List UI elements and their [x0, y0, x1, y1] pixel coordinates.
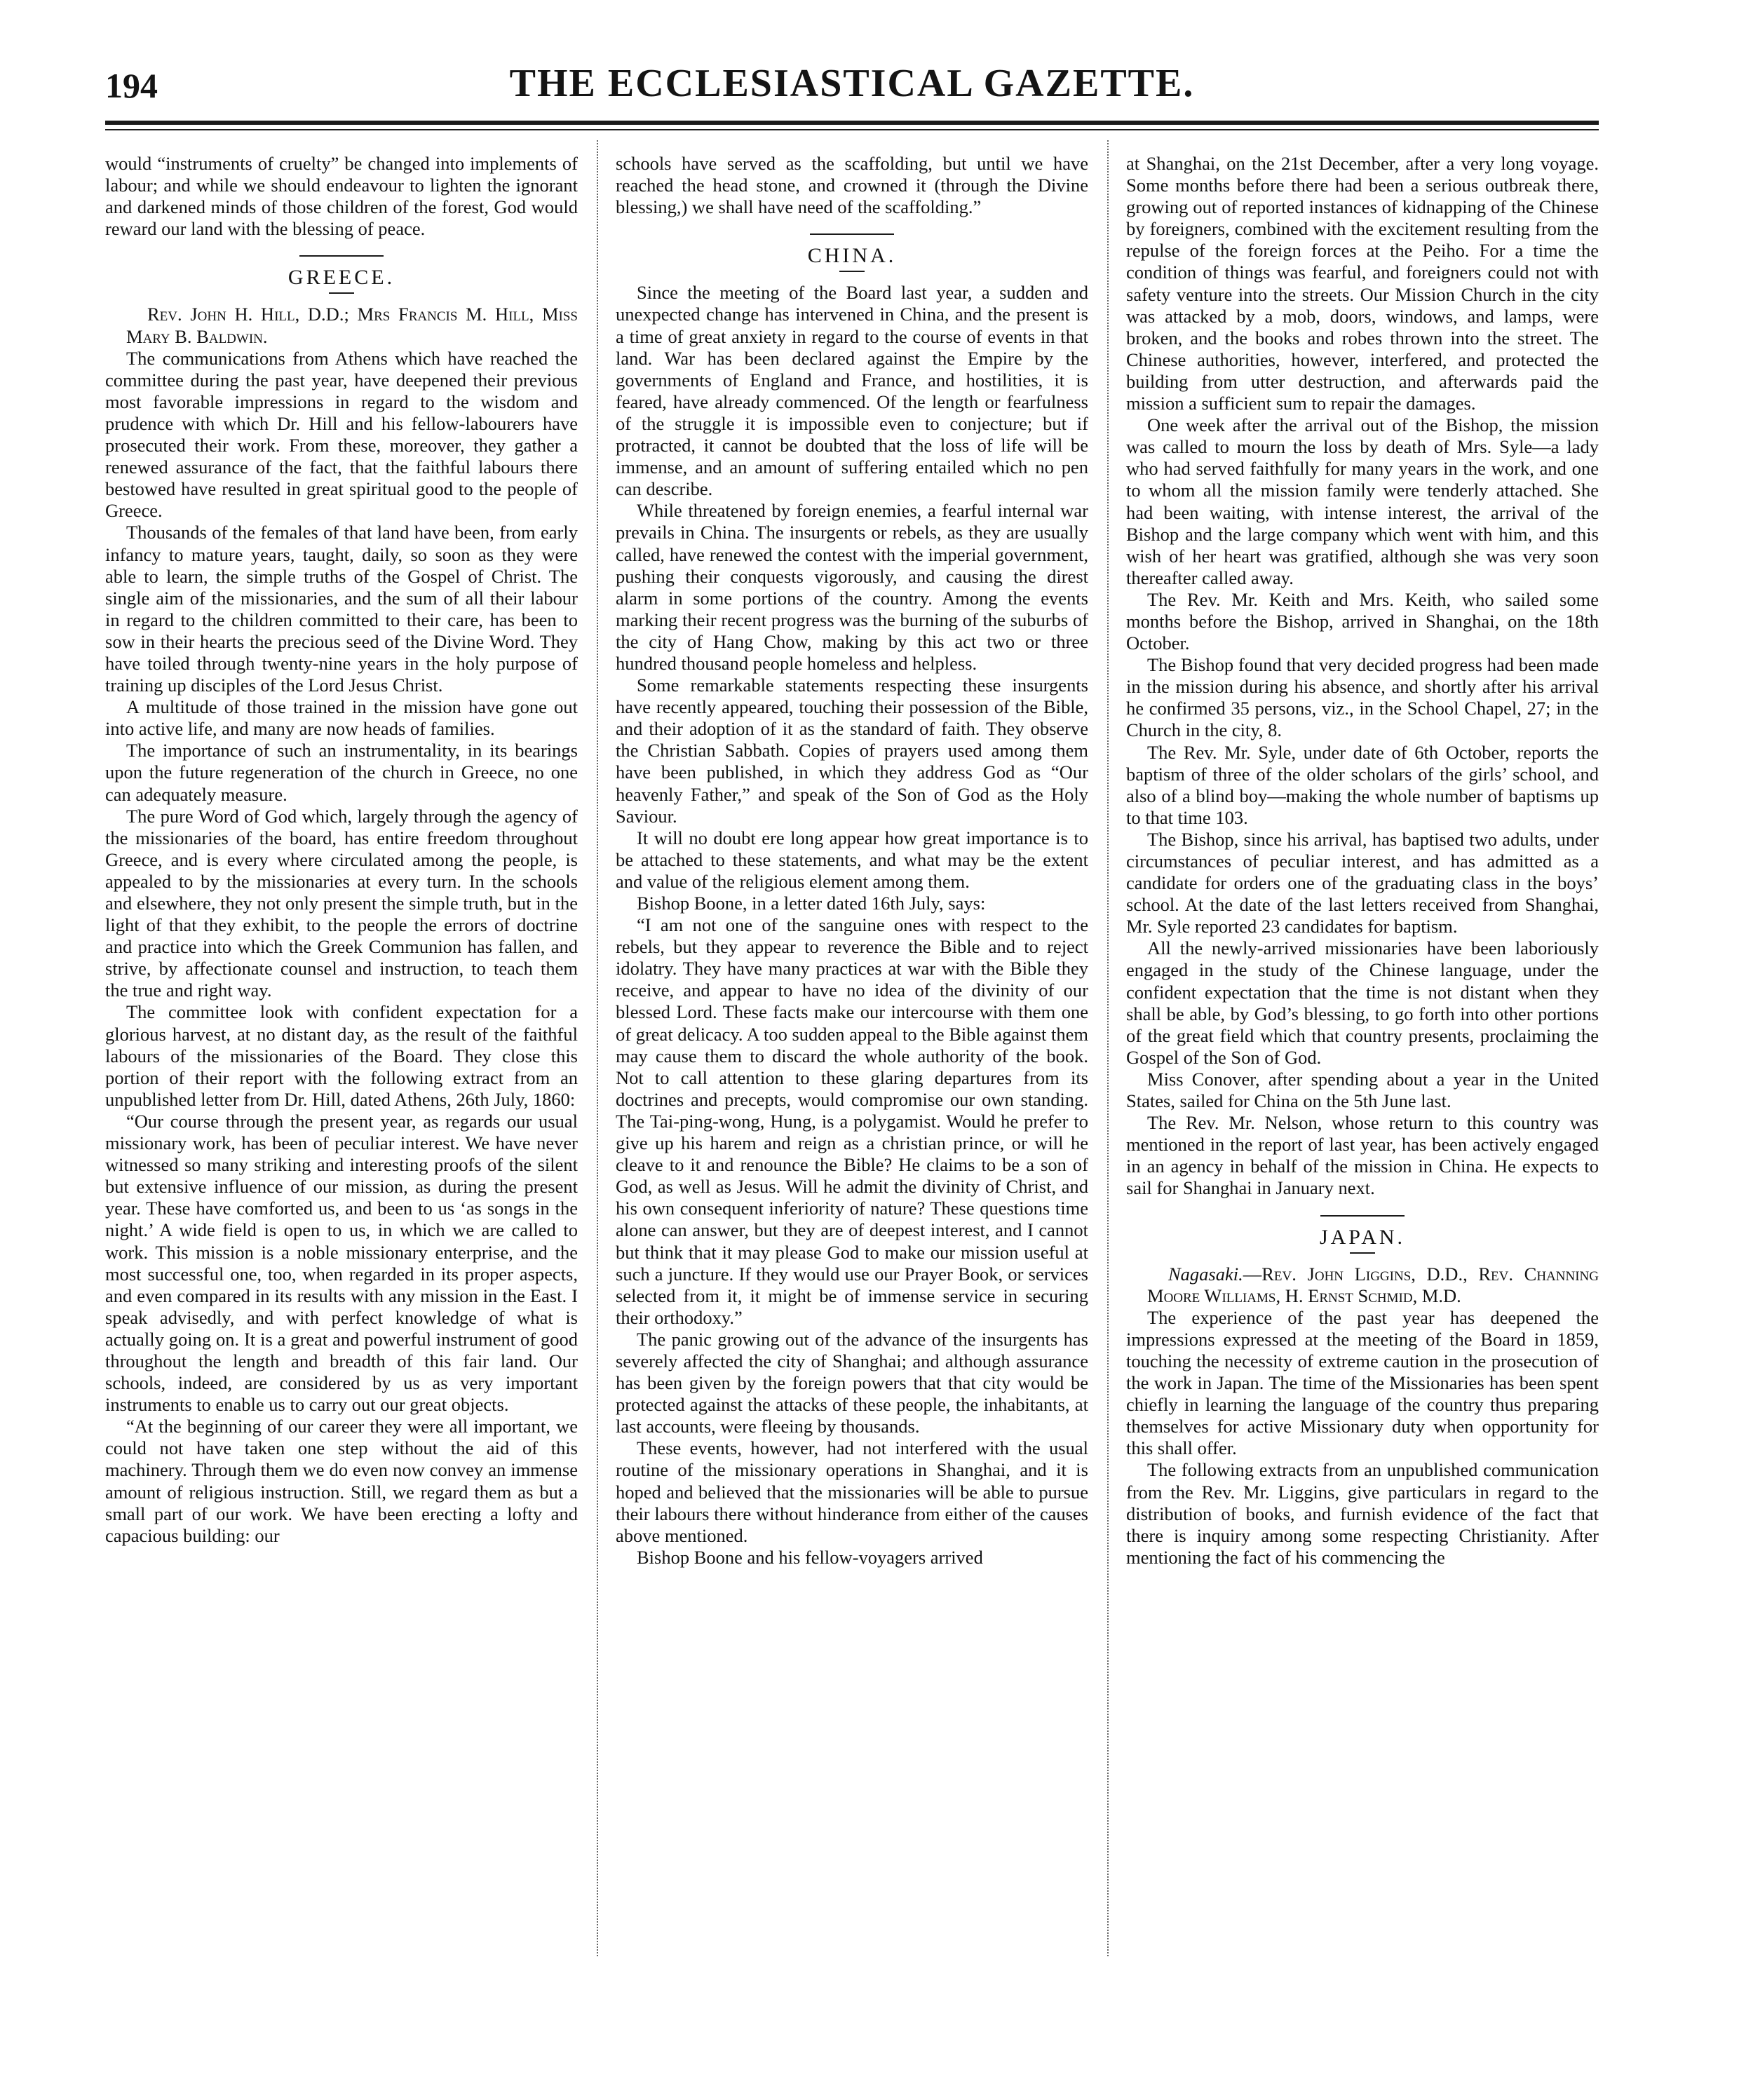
column-separator	[597, 140, 598, 1956]
paragraph: The Rev. Mr. Syle, under date of 6th October, reports the baptism of three of the older scholars of the girls’ school, and also of a blind boy—making the whole number of baptisms up to that time 103.	[1126, 741, 1599, 828]
continued-paragraph: at Shanghai, on the 21st December, after a very long voyage. Some months before there had been a serious outbreak there, growing out of reported instances of kidnapping of the Chinese by foreigners, combined with the excitement resulting from the repulse of the foreign forces at the Peiho. For a time the condition of things was fearful, and foreigners could not with safety venture into the streets. Our Mission Church in the city was attacked by a mob, doors, windows, and lamps, were broken, and the books and robes thrown into the street. The Chinese authorities, however, interfered, and protected the building from utter destruction, and afterwards paid the mission a sufficient sum to repair the damages.	[1126, 153, 1599, 414]
section-heading-japan: JAPAN.	[1319, 1225, 1406, 1249]
paragraph: The Bishop, since his arrival, has baptised two adults, under circumstances of peculiar interest, and has admitted as a candidate for orders one of the graduating class in the boys’ school. At the date of the last letters received from Shanghai, Mr. Syle reported 23 candidates for baptism.	[1126, 828, 1599, 937]
paragraph: “Our course through the present year, as regards our usual missionary work, has been of peculiar interest. We have never witnessed so many striking and interesting proofs of the silent but extensive influence of our mission, as during the present year. These have comforted us, and been to us ‘as songs in the night.’ A wide field is open to us, in which we are called to work. This mission is a noble missionary enterprise, and the most successful one, too, when regarded in its proper aspects, and even compared in its results with any mission in the East. I speak advisedly, and with perfect knowledge of what is actually going on. It is a great and powerful instrument of good throughout the length and breadth of this fair land. Our schools, indeed, are considered by us as very important instruments to enable us to carry out our great objects.	[105, 1110, 578, 1416]
paragraph: The Rev. Mr. Nelson, whose return to this country was mentioned in the report of last year, has been actively engaged in an agency in behalf of the mission in China. He expects to sail for Shanghai in January next.	[1126, 1112, 1599, 1199]
paragraph: “I am not one of the sanguine ones with respect to the rebels, but they appear to reverence the Bible and to reject idolatry. They have many practices at war with the Bible they receive, and appear to have no idea of the divinity of our blessed Lord. These facts make our intercourse with them one of great delicacy. A too sudden appeal to the Bible against them may cause them to discard the whole authority of the book. Not to call attention to these glaring departures from its doctrines and precepts, would compromise our own standing. The Tai-ping-wong, Hung, is a polygamist. Would he prefer to give up his harem and reign as a christian prince, or will he cleave to it and renounce the Bible? He claims to be a son of God, as well as Jesus. Will he admit the divinity of Christ, and his own consequent inferiority of nature? These questions time alone can answer, but they are of deepest interest, and I cannot but think that it may please God to make our mission useful at such a juncture. If they would use our Prayer Book, or services selected from it, it might be of immense service in securing their orthodoxy.”	[616, 914, 1088, 1328]
column-separator	[1107, 140, 1109, 1956]
paragraph: While threatened by foreign enemies, a fearful internal war prevails in China. The insurgents or rebels, as they are usually called, have renewed the contest with the imperial government, pushing their conquests vigorously, and causing the direst alarm in some portions of the country. Among the events marking their recent progress was the burning of the suburbs of the city of Hang Chow, making by this act two or three hundred thousand people homeless and helpless.	[616, 500, 1088, 674]
column-1	[105, 153, 578, 1948]
paragraph: The panic growing out of the advance of the insurgents has severely affected the city of Shanghai; and although assurance has been given by the foreign powers that that city would be protected against the attacks of these people, the inhabitants, at last accounts, were fleeing by thousands.	[616, 1328, 1088, 1437]
byline-place: Nagasaki.	[1168, 1263, 1243, 1285]
masthead-title: THE ECCLESIASTICAL GAZETTE.	[509, 62, 1195, 105]
paragraph: The committee look with confident expectation for a glorious harvest, at no distant day, as the result of the faithful labours of the missionaries of the Board. They close this portion of their report with the following extract from an unpublished letter from Dr. Hill, dated Athens, 26th July, 1860:	[105, 1001, 578, 1110]
column-3	[1126, 153, 1599, 1948]
paragraph: All the newly-arrived missionaries have been laboriously engaged in the study of the Chinese language, under the confident expectation that the time is not distant when they shall be able, by God’s blessing, to go forth into other portions of the great field which that country presents, proclaiming the Gospel of the Son of God.	[1126, 937, 1599, 1068]
heading-rule	[1350, 1252, 1375, 1254]
byline-names: —Rev. John Liggins, D.D., Rev. Channing Moore Williams, H. Ernst Schmid, M.D.	[1147, 1263, 1599, 1306]
paragraph: The following extracts from an unpublished communication from the Rev. Mr. Liggins, give particulars in regard to the distribution of books, and furnish evidence of the fact that there is inquiry among some respecting Christianity. After mentioning the fact of his commencing the	[1126, 1459, 1599, 1568]
page-number: 194	[105, 66, 158, 105]
paragraph: Some remarkable statements respecting these insurgents have recently appeared, touching their possession of the Bible, and their adoption of it as the standard of faith. They observe the Christian Sabbath. Copies of prayers used among them have been published, in which they address God as “Our heavenly Father,” and speak of the Son of God as the Holy Saviour.	[616, 675, 1088, 827]
paragraph: These events, however, had not interfered with the usual routine of the missionary operations in Shanghai, and it is hoped and believed that the missionaries will be able to pursue their labours there without hinderance from either of the causes above mentioned.	[616, 1437, 1088, 1546]
continued-paragraph: schools have served as the scaffolding, but until we have reached the head stone, and crowned it (through the Divine blessing,) we shall have need of the scaffolding.”	[616, 153, 1088, 218]
byline-greece: Rev. John H. Hill, D.D.; Mrs Francis M. Hill, Miss Mary B. Baldwin.	[126, 304, 578, 347]
paragraph: Thousands of the females of that land have been, from early infancy to mature years, taught, daily, so soon as they were able to learn, the simple truths of the Gospel of Christ. The single aim of the missionaries, and the sum of all their labour in regard to the children committed to their care, has been to sow in their hearts the precious seed of the Divine Word. They have toiled through twenty-nine years in the holy purpose of training up disciples of the Lord Jesus Christ.	[105, 522, 578, 696]
section-rule	[299, 255, 384, 257]
paragraph: The importance of such an instrumentality, in its bearings upon the future regeneration of the church in Greece, no one can adequately measure.	[105, 740, 578, 805]
section-rule	[810, 233, 894, 235]
paragraph: It will no doubt ere long appear how great importance is to be attached to these statements, and what may be the extent and value of the religious element among them.	[616, 827, 1088, 892]
paragraph: Bishop Boone and his fellow-voyagers arrived	[637, 1546, 983, 1568]
page-header	[105, 60, 1599, 116]
heading-rule	[839, 271, 865, 272]
paragraph: Since the meeting of the Board last year, a sudden and unexpected change has intervened in China, and the present is a time of great anxiety in regard to the course of events in that land. War has been declared against the Empire by the governments of England and France, and hostilities, it is feared, have already commenced. Of the length or fearfulness of the struggle it is impossible even to conjecture; but if protracted, it cannot be doubted that the loss of life will be immense, and an amount of suffering entailed which no pen can describe.	[616, 282, 1088, 500]
paragraph: The pure Word of God which, largely through the agency of the missionaries of the board, has entire freedom throughout Greece, and is every where circulated among the people, is appealed to by the missionaries at every turn. In the schools and elsewhere, they not only present the simple truth, but in the light of that they exhibit, to the people the errors of doctrine and practice into which the Greek Communion has fallen, and strive, by affectionate counsel and instruction, to teach them the true and right way.	[105, 805, 578, 1001]
paragraph: Bishop Boone, in a letter dated 16th July, says:	[637, 893, 986, 914]
paragraph: One week after the arrival out of the Bishop, the mission was called to mourn the loss by death of Mrs. Syle—a lady who had served faithfully for many years in the work, and one to whom all the mission family were tenderly attached. She had been waiting, with intense interest, the arrival of the Bishop and the large company which went with him, and this wish of her heart was gratified, although she was very soon thereafter called away.	[1126, 414, 1599, 588]
section-rule	[1320, 1215, 1405, 1217]
paragraph: “At the beginning of our career they were all important, we could not have taken one step without the aid of this machinery. Through them we do even now convey an immense amount of religious instruction. Still, we regard them as but a small part of our work. We have been erecting a lofty and capacious building: our	[105, 1416, 578, 1546]
section-heading-greece: GREECE.	[287, 266, 395, 290]
paragraph: The Bishop found that very decided progress had been made in the mission during his absence, and shortly after his arrival he confirmed 35 persons, viz., in the School Chapel, 27; in the Church in the city, 8.	[1126, 654, 1599, 741]
header-rule-thick	[105, 121, 1599, 125]
section-heading-china: CHINA.	[807, 244, 897, 268]
paragraph: Miss Conover, after spending about a year in the United States, sailed for China on the 5th June last.	[1126, 1068, 1599, 1112]
continued-paragraph: would “instruments of cruelty” be changed into implements of labour; and while we should endeavour to lighten the ignorant and darkened minds of those children of the forest, God would reward our land with the blessing of peace.	[105, 153, 578, 240]
paragraph: The Rev. Mr. Keith and Mrs. Keith, who sailed some months before the Bishop, arrived in Shanghai, on the 18th October.	[1126, 588, 1599, 654]
byline-japan	[1126, 1264, 1599, 1307]
heading-rule	[329, 292, 354, 294]
paragraph: The experience of the past year has deepened the impressions expressed at the meeting of the Board in 1859, touching the necessity of extreme caution in the prosecution of the work in Japan. The time of the Missionaries has been spent chiefly in learning the language of the country thus preparing themselves for active Missionary duty when opportunity for this shall offer.	[1126, 1306, 1599, 1459]
paragraph: A multitude of those trained in the mission have gone out into active life, and many are now heads of families.	[105, 696, 578, 740]
header-rule-thin	[105, 129, 1599, 130]
paragraph: The communications from Athens which have reached the committee during the past year, have deepened their previous most favorable impressions in regard to the wisdom and prudence with which Dr. Hill and his fellow-labourers have prosecuted their work. From these, moreover, they gather a renewed assurance of the fact, that the faithful labours there bestowed have resulted in great spiritual good to the people of Greece.	[105, 347, 578, 522]
column-2	[616, 153, 1088, 1948]
